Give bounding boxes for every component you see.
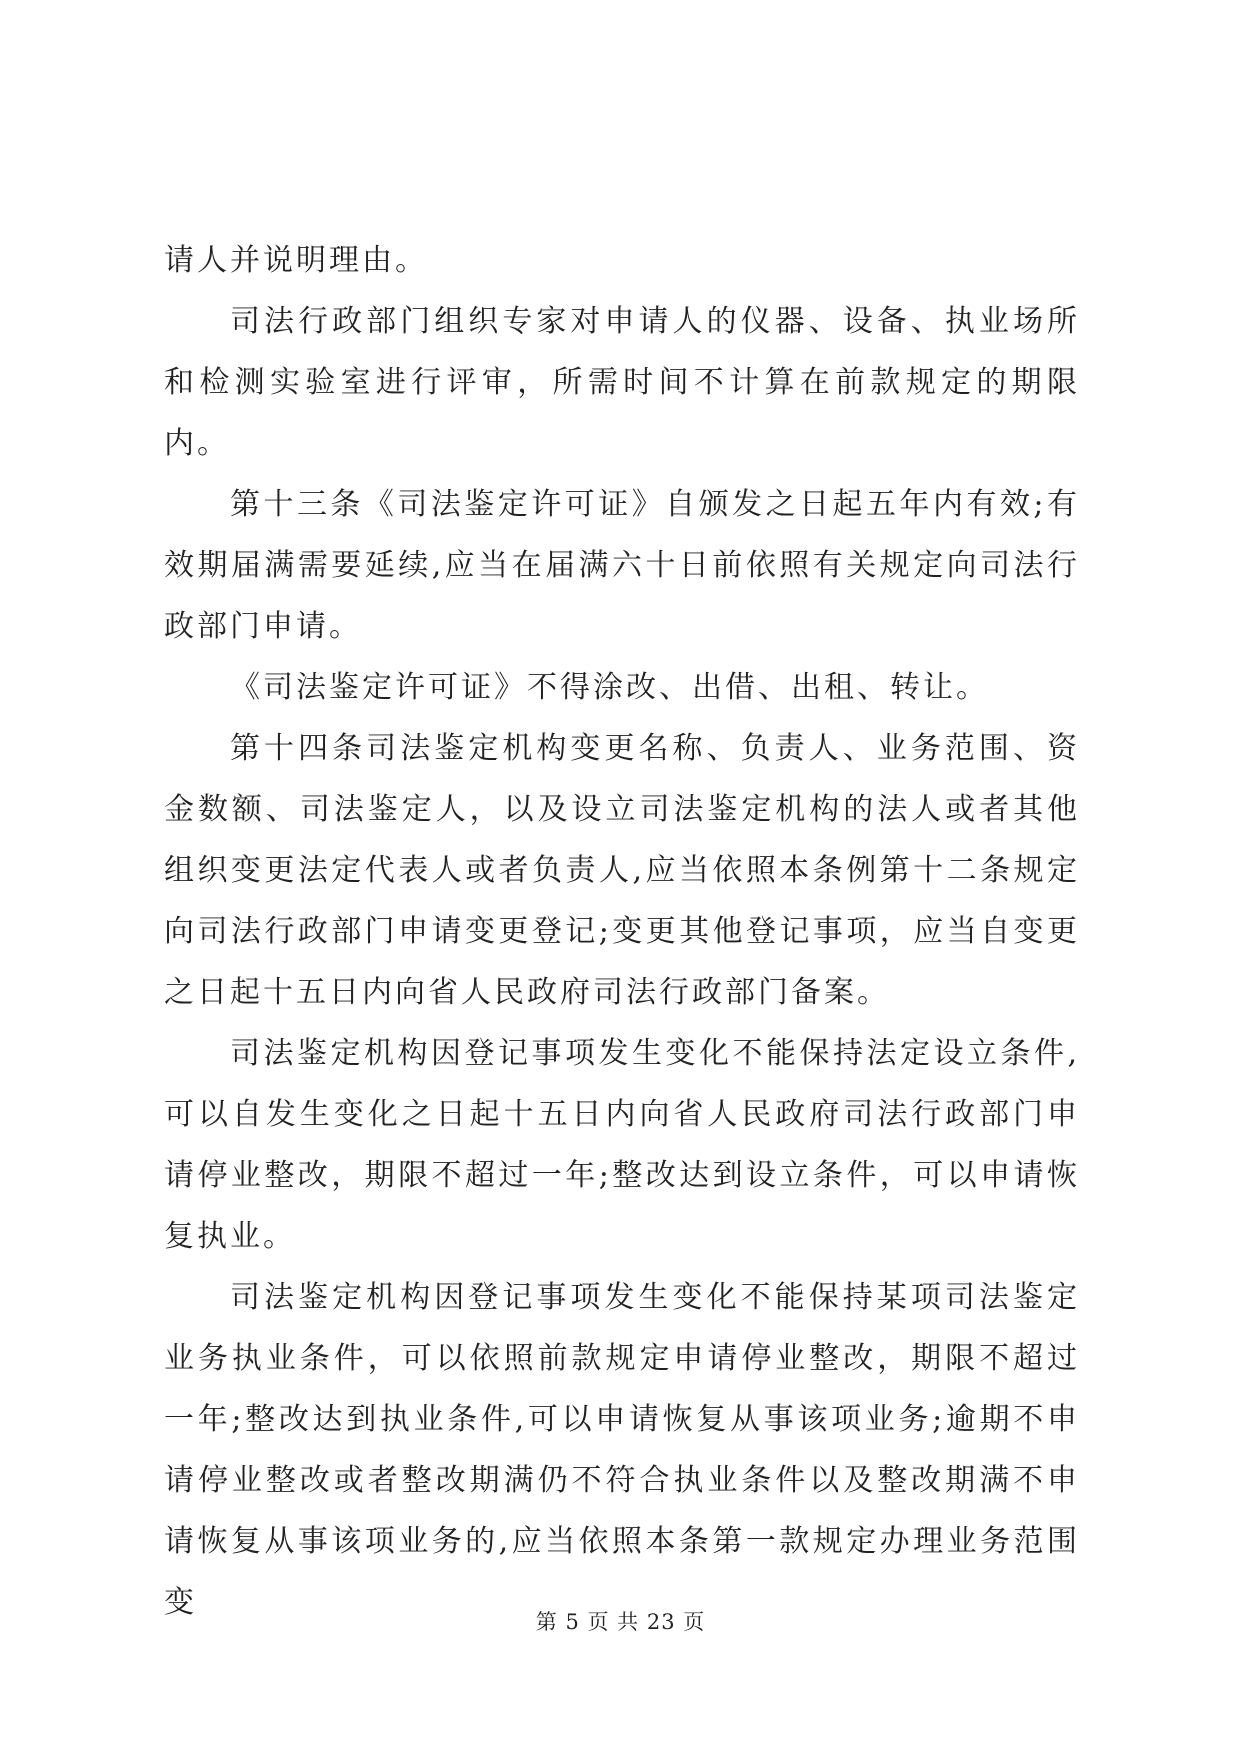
paragraph-article-13: 第十三条《司法鉴定许可证》自颁发之日起五年内有效;有效期届满需要延续,应当在届满六十日前依照有关规定向司法行政部门申请。: [164, 487, 1080, 644]
paragraph-article-14: 第十四条司法鉴定机构变更名称、负责人、业务范围、资金数额、司法鉴定人，以及设立司法鉴定机构的法人或者其他组织变更法定代表人或者负责人,应当依照本条例第十二条规定向司法行政部门申请变更登记;变更其他登记事项，应当自变更之日起十五日内向省人民政府司法行政部门备案。: [164, 731, 1080, 1010]
page-number-footer: 第 5 页 共 23 页: [535, 1610, 706, 1634]
paragraph-business-conditions: 司法鉴定机构因登记事项发生变化不能保持某项司法鉴定业务执业条件，可以依照前款规定申请停业整改，期限不超过一年;整改达到执业条件,可以申请恢复从事该项业务;逾期不申请停业整改或者整改期满仍不符合执业条件以及整改期满不申请恢复从事该项业务的,应当依照本条第一款规定办理业务范围变: [164, 1280, 1080, 1620]
paragraph-suspension-rectification: 司法鉴定机构因登记事项发生变化不能保持法定设立条件,可以自发生变化之日起十五日内向省人民政府司法行政部门申请停业整改，期限不超过一年;整改达到设立条件，可以申请恢复执业。: [164, 1036, 1080, 1254]
paragraph-license-restrictions: 《司法鉴定许可证》不得涂改、出借、出租、转让。: [230, 670, 989, 705]
paragraph-continuation: 请人并说明理由。: [164, 243, 428, 278]
document-body: [164, 230, 1080, 1633]
paragraph-expert-review: 司法行政部门组织专家对申请人的仪器、设备、执业场所和检测实验室进行评审，所需时间不计算在前款规定的期限内。: [164, 304, 1080, 461]
